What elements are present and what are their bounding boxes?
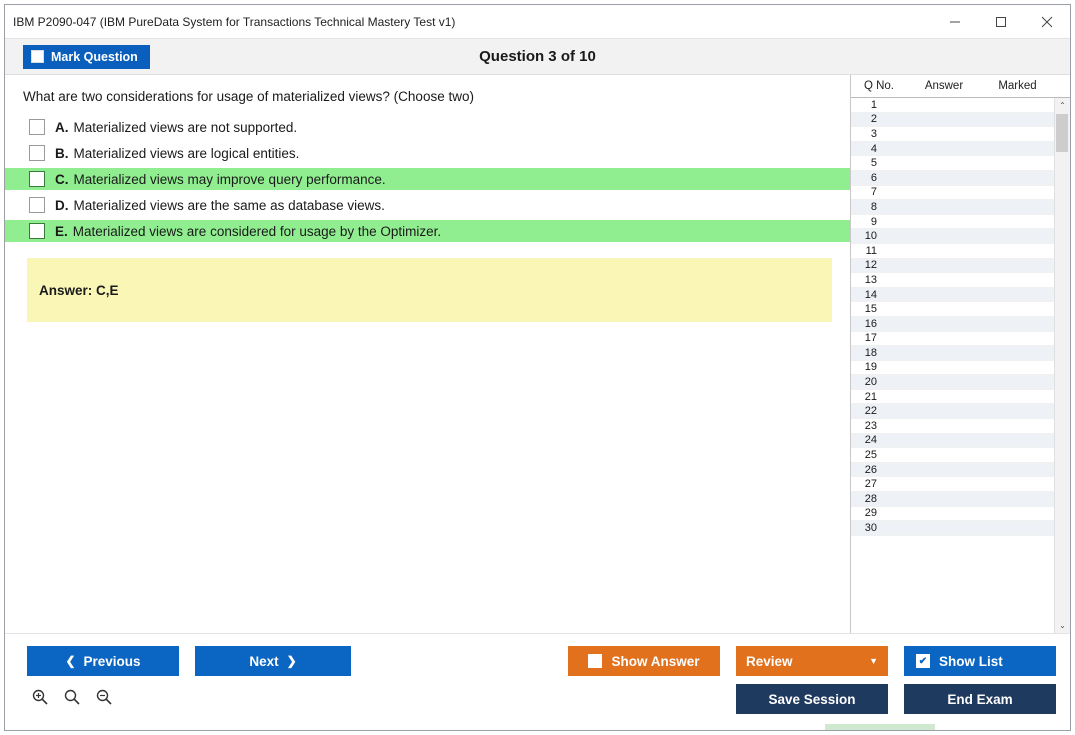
question-list-pane bbox=[850, 75, 1070, 633]
choice-option-c[interactable] bbox=[5, 168, 850, 190]
end-exam-button[interactable] bbox=[904, 684, 1056, 714]
row-qno: 8 bbox=[870, 200, 877, 213]
row-qno: 21 bbox=[864, 390, 877, 403]
row-qno: 4 bbox=[870, 142, 877, 155]
table-row[interactable] bbox=[851, 361, 1054, 376]
choice-list bbox=[5, 116, 850, 242]
choice-letter: B. bbox=[55, 145, 69, 161]
choice-text: Materialized views may improve query performance. bbox=[73, 171, 386, 187]
column-header-answer: Answer bbox=[924, 80, 964, 92]
table-row[interactable] bbox=[851, 98, 1054, 113]
choice-text: Materialized views are not supported. bbox=[73, 119, 298, 135]
scrollbar-thumb[interactable] bbox=[1056, 114, 1068, 152]
row-qno: 17 bbox=[864, 332, 877, 345]
column-header-marked: Marked bbox=[998, 80, 1037, 92]
table-row[interactable] bbox=[851, 477, 1054, 492]
table-row[interactable] bbox=[851, 171, 1054, 186]
row-qno: 10 bbox=[864, 230, 877, 243]
row-qno: 7 bbox=[870, 186, 877, 199]
row-qno: 3 bbox=[870, 127, 877, 140]
row-qno: 13 bbox=[864, 273, 877, 286]
table-row[interactable] bbox=[851, 346, 1054, 361]
row-qno: 27 bbox=[864, 478, 877, 491]
zoom-out-icon[interactable] bbox=[93, 686, 115, 708]
row-qno: 26 bbox=[864, 463, 877, 476]
table-row[interactable] bbox=[851, 434, 1054, 449]
show-answer-label: Show Answer bbox=[611, 653, 700, 669]
question-counter: Question 3 of 10 bbox=[479, 48, 596, 65]
table-row[interactable] bbox=[851, 375, 1054, 390]
row-qno: 20 bbox=[864, 376, 877, 389]
row-qno: 22 bbox=[864, 405, 877, 418]
choice-checkbox-icon[interactable] bbox=[29, 119, 45, 135]
choice-text: Materialized views are considered for usage by the Optimizer. bbox=[72, 223, 442, 239]
table-row[interactable] bbox=[851, 317, 1054, 332]
row-qno: 1 bbox=[870, 98, 877, 111]
question-rows[interactable] bbox=[851, 98, 1054, 633]
column-header-qno: Q No. bbox=[863, 80, 895, 92]
question-list-body bbox=[851, 98, 1070, 633]
show-list-checkbox-icon: ✔ bbox=[916, 654, 930, 668]
table-row[interactable] bbox=[851, 215, 1054, 230]
end-exam-label: End Exam bbox=[947, 691, 1013, 707]
row-qno: 9 bbox=[870, 215, 877, 228]
choice-letter: A. bbox=[55, 119, 69, 135]
table-row[interactable] bbox=[851, 186, 1054, 201]
review-label: Review bbox=[746, 653, 793, 669]
row-qno: 19 bbox=[864, 361, 877, 374]
row-qno: 15 bbox=[864, 303, 877, 316]
window-title: IBM P2090-047 (IBM PureData System for Transactions Technical Mastery Test v1) bbox=[13, 14, 456, 29]
choice-option-b[interactable] bbox=[5, 142, 850, 164]
table-row[interactable] bbox=[851, 142, 1054, 157]
choice-letter: E. bbox=[55, 223, 68, 239]
table-row[interactable] bbox=[851, 127, 1054, 142]
show-list-button[interactable] bbox=[904, 646, 1056, 676]
title-bar bbox=[5, 5, 1070, 39]
table-row[interactable] bbox=[851, 390, 1054, 405]
row-qno: 23 bbox=[864, 419, 877, 432]
show-answer-checkbox-icon bbox=[588, 654, 602, 668]
exam-body bbox=[5, 75, 1070, 633]
table-row[interactable] bbox=[851, 113, 1054, 128]
mark-question-label: Mark Question bbox=[51, 49, 138, 64]
question-text: What are two considerations for usage of materialized views? (Choose two) bbox=[23, 89, 474, 104]
choice-checkbox-icon[interactable] bbox=[29, 223, 45, 239]
scroll-down-icon[interactable]: ⌄ bbox=[1055, 618, 1070, 633]
row-qno: 2 bbox=[870, 113, 877, 126]
choice-checkbox-icon[interactable] bbox=[29, 171, 45, 187]
question-list-header bbox=[851, 75, 1070, 98]
table-row[interactable] bbox=[851, 419, 1054, 434]
row-qno: 29 bbox=[864, 507, 877, 520]
answer-panel bbox=[27, 258, 832, 322]
choice-text: Materialized views are the same as database views. bbox=[73, 197, 385, 213]
choice-option-d[interactable] bbox=[5, 194, 850, 216]
choice-option-e[interactable] bbox=[5, 220, 850, 242]
exam-header bbox=[5, 39, 1070, 75]
row-qno: 12 bbox=[864, 259, 877, 272]
minimize-icon[interactable] bbox=[932, 5, 978, 38]
save-session-button[interactable] bbox=[736, 684, 888, 714]
table-row[interactable] bbox=[851, 448, 1054, 463]
chevron-left-icon: ❮ bbox=[65, 654, 76, 668]
table-row[interactable] bbox=[851, 200, 1054, 215]
table-row[interactable] bbox=[851, 463, 1054, 478]
row-qno: 11 bbox=[865, 244, 877, 257]
row-qno: 30 bbox=[864, 522, 877, 535]
next-button[interactable] bbox=[195, 646, 351, 676]
next-label: Next bbox=[249, 653, 279, 669]
chevron-right-icon: ❯ bbox=[286, 654, 297, 668]
choice-text: Materialized views are logical entities. bbox=[73, 145, 300, 161]
table-row[interactable] bbox=[851, 332, 1054, 347]
choice-letter: D. bbox=[55, 197, 69, 213]
row-qno: 16 bbox=[864, 317, 877, 330]
zoom-reset-icon[interactable] bbox=[61, 686, 83, 708]
table-row[interactable] bbox=[851, 507, 1054, 522]
table-row[interactable] bbox=[851, 244, 1054, 259]
footer-toolbar bbox=[5, 633, 1070, 730]
exam-window bbox=[4, 4, 1071, 731]
scroll-up-icon[interactable]: ⌃ bbox=[1055, 98, 1070, 113]
table-row[interactable] bbox=[851, 259, 1054, 274]
show-list-label: Show List bbox=[939, 653, 1003, 669]
chevron-down-icon: ▼ bbox=[869, 656, 878, 666]
save-session-label: Save Session bbox=[768, 691, 856, 707]
row-qno: 14 bbox=[864, 288, 877, 301]
row-qno: 24 bbox=[864, 434, 877, 447]
row-qno: 25 bbox=[864, 449, 877, 462]
previous-label: Previous bbox=[83, 653, 141, 669]
row-qno: 6 bbox=[870, 171, 877, 184]
table-row[interactable] bbox=[851, 229, 1054, 244]
table-row[interactable] bbox=[851, 492, 1054, 507]
table-row[interactable] bbox=[851, 404, 1054, 419]
zoom-toolbar bbox=[29, 686, 115, 708]
row-qno: 5 bbox=[870, 157, 877, 170]
answer-text: Answer: C,E bbox=[39, 282, 119, 298]
table-row[interactable] bbox=[851, 156, 1054, 171]
maximize-icon[interactable] bbox=[978, 5, 1024, 38]
previous-button[interactable] bbox=[27, 646, 179, 676]
table-row[interactable] bbox=[851, 521, 1054, 536]
status-strip bbox=[825, 724, 935, 730]
mark-question-checkbox-icon bbox=[31, 50, 44, 63]
show-answer-button[interactable] bbox=[568, 646, 720, 676]
question-list-scrollbar[interactable] bbox=[1054, 98, 1070, 633]
choice-letter: C. bbox=[55, 171, 69, 187]
choice-checkbox-icon[interactable] bbox=[29, 145, 45, 161]
choice-checkbox-icon[interactable] bbox=[29, 197, 45, 213]
question-pane bbox=[5, 75, 850, 633]
zoom-in-icon[interactable] bbox=[29, 686, 51, 708]
table-row[interactable] bbox=[851, 288, 1054, 303]
choice-option-a[interactable] bbox=[5, 116, 850, 138]
review-dropdown[interactable] bbox=[736, 646, 888, 676]
close-icon[interactable] bbox=[1024, 5, 1070, 38]
row-qno: 28 bbox=[864, 492, 877, 505]
table-row[interactable] bbox=[851, 273, 1054, 288]
row-qno: 18 bbox=[864, 346, 877, 359]
mark-question-button[interactable] bbox=[23, 45, 150, 69]
table-row[interactable] bbox=[851, 302, 1054, 317]
